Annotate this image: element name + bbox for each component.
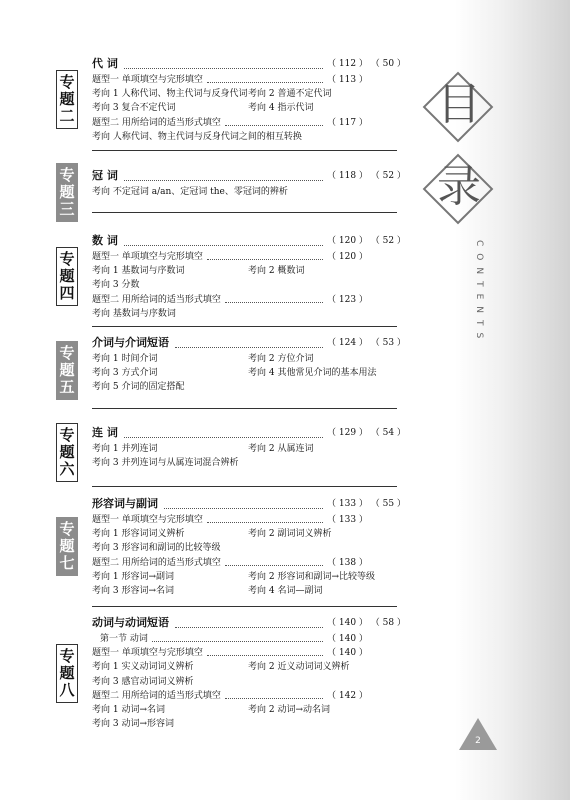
line-page: （ 138 ） (327, 557, 368, 568)
topic-label (56, 341, 78, 400)
contents-label: CONTENTS (474, 240, 484, 346)
dot-leader (124, 53, 323, 69)
toc-line (92, 307, 397, 321)
focus-item: 考向 1 实义动词词义辨析 (92, 662, 194, 673)
topic-label-char: 专 (59, 520, 75, 538)
topic-label (56, 247, 78, 306)
topic-label-char: 题 (59, 361, 75, 379)
dot-leader (207, 69, 323, 83)
section-divider (92, 326, 397, 327)
line-page: （ 117 ） (327, 117, 368, 128)
question-type-label: 题型二 用所给词的适当形式填空 (92, 557, 221, 568)
question-type-label: 题型二 用所给词的适当形式填空 (92, 690, 221, 701)
topic-label-char: 题 (59, 443, 75, 461)
toc-line (92, 185, 397, 199)
section-title: 数 词 (92, 234, 118, 247)
toc-line (92, 527, 397, 541)
focus-item: 考向 2 近义动词词义辨析 (248, 662, 350, 673)
focus-item: 考向 2 动词→动名词 (248, 705, 330, 715)
topic-label-char: 八 (59, 681, 75, 699)
question-type-label: 题型二 用所给词的适当形式填空 (92, 117, 221, 128)
focus-item: 考向 5 介词的固定搭配 (92, 382, 185, 393)
dot-leader (225, 552, 323, 566)
toc-line (92, 366, 397, 380)
section-pages: （ 112 ） （ 50 ） (327, 59, 406, 69)
toc-line (92, 570, 397, 584)
topic-label-char: 题 (59, 664, 75, 682)
dot-leader (225, 112, 323, 126)
focus-item: 考向 1 形容词→副词 (92, 571, 174, 582)
section-title: 代 词 (92, 57, 118, 70)
topic-label-char: 二 (59, 107, 75, 125)
section-title-row (92, 335, 406, 351)
focus-item: 考向 4 指示代词 (248, 103, 314, 114)
topic-label-char: 专 (59, 250, 75, 268)
topic-label-char: 题 (59, 90, 75, 108)
section-pages: （ 129 ） （ 54 ） (327, 428, 406, 438)
question-type-label: 题型一 单项填空与完形填空 (92, 648, 203, 659)
topic-label-char: 三 (59, 200, 75, 218)
toc-line (92, 130, 397, 144)
topic-label (56, 70, 78, 129)
toc-line (92, 556, 397, 570)
topic-label-char: 题 (59, 267, 75, 285)
focus-item: 考向 2 普通不定代词 (248, 89, 332, 100)
toc-line (92, 689, 397, 703)
line-page: （ 140 ） (327, 634, 368, 644)
dot-leader (175, 332, 323, 348)
topic-label (56, 423, 78, 482)
line-page: （ 123 ） (327, 294, 368, 305)
section-title-row (92, 168, 406, 184)
toc-line (92, 584, 397, 598)
section-title: 动词与动词短语 (92, 616, 169, 629)
section-title: 冠 词 (92, 169, 118, 182)
chapter-label: 第一节 动词 (100, 634, 148, 644)
focus-item: 考向 1 人称代词、物主代词与反身代词 (92, 89, 248, 100)
focus-item: 考向 3 并列连词与从属连词混合辨析 (92, 458, 239, 469)
focus-item: 考向 1 并列连词 (92, 444, 158, 454)
section-pages: （ 140 ） （ 58 ） (327, 618, 406, 628)
title-char-mu: 目 (437, 79, 481, 130)
focus-item: 考向 1 时间介词 (92, 354, 158, 364)
section-pages: （ 124 ） （ 53 ） (327, 338, 406, 348)
focus-item: 考向 2 概数词 (248, 266, 305, 277)
toc-line (92, 513, 397, 527)
toc-line (92, 73, 397, 87)
section-title: 形容词与副词 (92, 497, 158, 510)
dot-leader (225, 685, 323, 699)
dot-leader (207, 246, 323, 260)
question-type-label: 题型一 单项填空与完形填空 (92, 252, 203, 262)
toc-line (92, 717, 397, 731)
focus-item: 考向 4 其他常见介词的基本用法 (248, 368, 377, 379)
toc-line (92, 380, 397, 394)
title-char-lu: 录 (437, 161, 481, 212)
toc-line (92, 293, 397, 307)
question-type-label: 题型二 用所给词的适当形式填空 (92, 294, 221, 305)
focus-item: 考向 基数词与序数词 (92, 308, 176, 319)
topic-label-char: 五 (59, 378, 75, 396)
section-title-row (92, 425, 406, 441)
toc-line (92, 456, 397, 470)
toc-line (92, 116, 397, 130)
section-pages: （ 118 ） （ 52 ） (327, 171, 406, 181)
focus-item: 考向 4 名词—副词 (248, 586, 323, 596)
focus-item: 考向 3 动词→形容词 (92, 719, 174, 730)
topic-label-char: 四 (59, 284, 75, 302)
section-divider (92, 408, 397, 409)
topic-label (56, 163, 78, 222)
section-divider (92, 150, 397, 151)
toc-line (92, 442, 397, 456)
dot-leader (164, 493, 323, 509)
dot-leader (124, 230, 323, 246)
toc-line (92, 646, 397, 660)
focus-item: 考向 1 形容词词义辨析 (92, 529, 185, 540)
dot-leader (124, 422, 323, 438)
line-page: （ 113 ） (327, 75, 368, 85)
dot-leader (175, 612, 323, 628)
topic-label-char: 题 (59, 537, 75, 555)
dot-leader (225, 289, 323, 303)
toc-line (92, 250, 397, 264)
question-type-label: 题型一 单项填空与完形填空 (92, 75, 203, 85)
section-divider (92, 606, 397, 607)
line-page: （ 120 ） (327, 252, 368, 262)
section-pages: （ 120 ） （ 52 ） (327, 236, 406, 246)
topic-label-char: 六 (59, 460, 75, 478)
toc-line (92, 703, 397, 717)
section-pages: （ 133 ） （ 55 ） (327, 499, 406, 509)
focus-item: 考向 1 基数词与序数词 (92, 266, 185, 277)
topic-label (56, 644, 78, 703)
toc-line (92, 660, 397, 674)
focus-item: 考向 3 复合不定代词 (92, 103, 176, 114)
focus-item: 考向 2 形容词和副词→比较等级 (248, 571, 375, 582)
line-page: （ 133 ） (327, 515, 368, 525)
dot-leader (207, 509, 323, 523)
toc-line (92, 352, 397, 366)
line-page: （ 140 ） (327, 648, 368, 659)
toc-line (92, 264, 397, 278)
question-type-label: 题型一 单项填空与完形填空 (92, 515, 203, 525)
topic-label-char: 七 (59, 554, 75, 572)
focus-item: 考向 3 方式介词 (92, 368, 158, 379)
focus-item: 考向 3 形容词→名词 (92, 586, 174, 596)
page-number: 2 (475, 736, 481, 746)
focus-item: 考向 2 从属连词 (248, 444, 314, 454)
dot-leader (152, 628, 323, 642)
dot-leader (207, 642, 323, 656)
topic-label-char: 专 (59, 647, 75, 665)
section-divider (92, 486, 397, 487)
focus-item: 考向 2 方位介词 (248, 354, 314, 364)
focus-item: 考向 3 感官动词词义辨析 (92, 676, 194, 687)
focus-item: 考向 2 副词词义辨析 (248, 529, 332, 540)
focus-item: 考向 不定冠词 a/an、定冠词 the、零冠词的辨析 (92, 187, 288, 197)
focus-item: 考向 3 形容词和副词的比较等级 (92, 543, 221, 554)
topic-label-char: 专 (59, 73, 75, 91)
toc-line (92, 87, 397, 101)
topic-label-char: 专 (59, 166, 75, 184)
section-divider (92, 212, 397, 213)
focus-item: 考向 1 动词→名词 (92, 705, 165, 715)
topic-label-char: 题 (59, 183, 75, 201)
dot-leader (124, 165, 323, 181)
line-page: （ 142 ） (327, 690, 368, 701)
focus-item: 考向 3 分数 (92, 280, 140, 291)
topic-label-char: 专 (59, 426, 75, 444)
section-title: 介词与介词短语 (92, 336, 169, 349)
section-title: 连 词 (92, 426, 118, 439)
focus-item: 考向 人称代词、物主代词与反身代词之间的相互转换 (92, 131, 302, 142)
topic-label-char: 专 (59, 344, 75, 362)
topic-label (56, 517, 78, 576)
